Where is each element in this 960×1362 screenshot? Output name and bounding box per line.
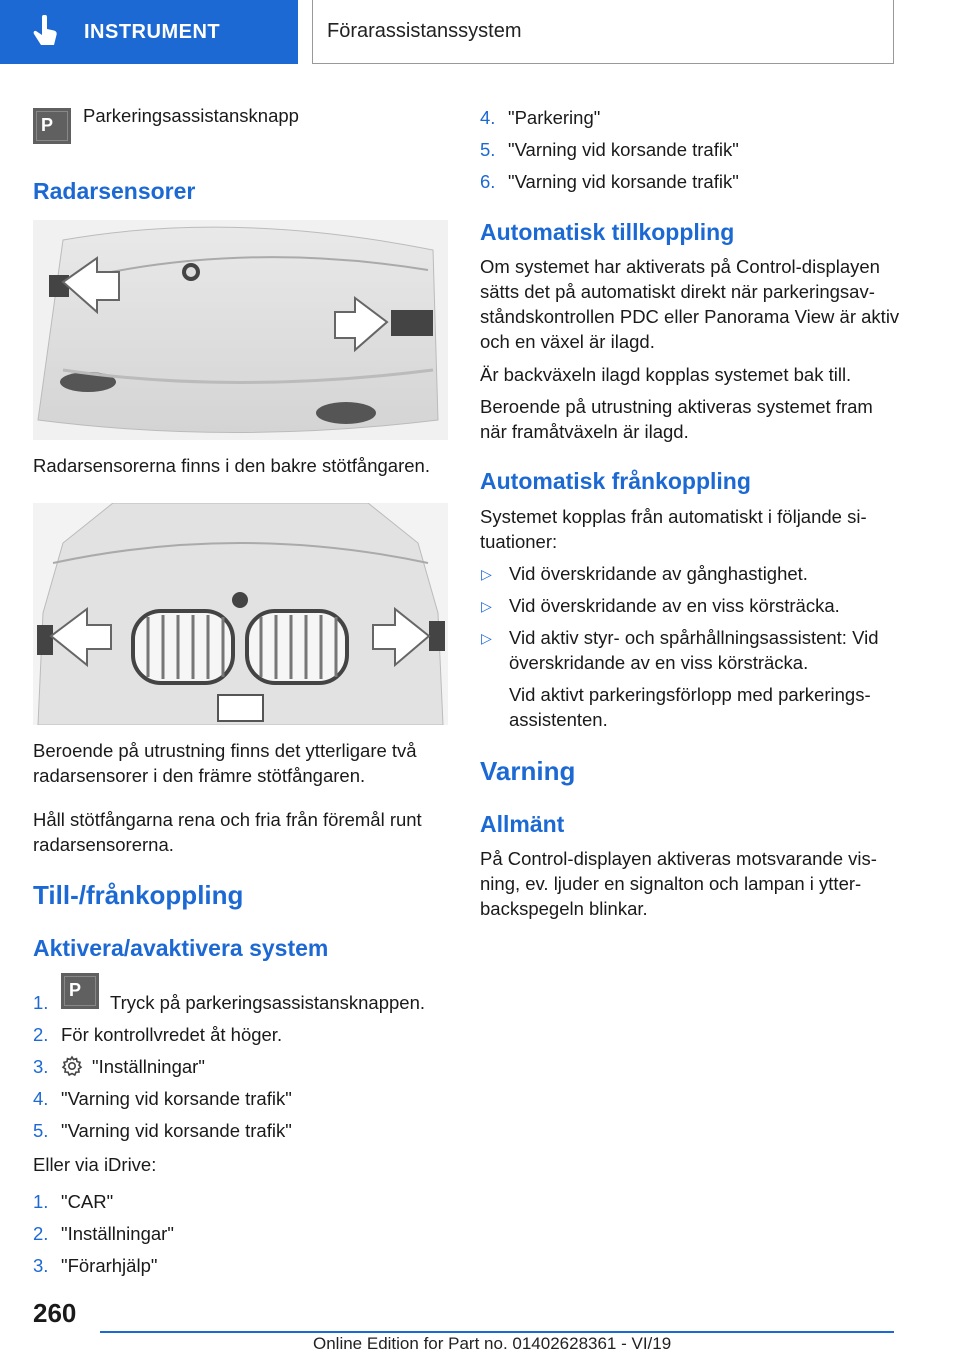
clean-text: Håll stötfångarna rena och fria från föremål runt radarsensorerna. (33, 809, 422, 855)
front-caption: Beroende på utrustning finns det ytterligare två radarsensorer i den främre stötfångaren. (33, 740, 417, 786)
bullet-2: Vid överskridande av en viss körsträcka. (509, 595, 840, 616)
warning-heading: Varning (480, 756, 576, 786)
button-caption: Parkeringsassistansknapp (83, 105, 299, 126)
radar-heading: Radarsensorer (33, 178, 196, 204)
step-1-text: Tryck på parkeringsassistansknappen. (110, 992, 425, 1013)
auto-off-heading: Automatisk frånkoppling (480, 468, 751, 494)
rear-caption: Radarsensorerna finns i den bakre stötfångaren. (33, 455, 430, 476)
footer-divider (100, 1331, 894, 1333)
idrive-step-3: 3. "Förarhjälp" (33, 1255, 158, 1276)
general-heading: Allmänt (480, 811, 565, 837)
auto-on-p2: Är backväxeln ilagd kopplas systemet bak till. (480, 364, 852, 385)
auto-on-p3: Beroende på utrustning aktiveras systemet fram när framåtväxeln är ilagd. (480, 396, 873, 442)
bullet-icon: ▷ (481, 566, 492, 582)
right-step-5: 5. "Varning vid korsande trafik" (480, 139, 739, 160)
step-1: 1. (33, 992, 49, 1013)
idrive-step-2: 2. "Inställningar" (33, 1223, 174, 1244)
pointing-hand-icon (26, 12, 66, 52)
gear-icon (61, 1055, 83, 1082)
bullet-3: Vid aktiv styr- och spårhållningsassistent: Vid överskridande av en viss körsträcka. (509, 627, 879, 673)
section-header (312, 0, 894, 64)
step-4: 4. "Varning vid korsande trafik" (33, 1088, 292, 1109)
chapter-tab[interactable] (0, 0, 298, 64)
onoff-heading: Till-/frånkoppling (33, 880, 244, 910)
step-2: 2. För kontrollvredet åt höger. (33, 1024, 283, 1045)
page-number: 260 (33, 1298, 77, 1328)
auto-on-p1: Om systemet har aktiverats på Control-displayen sätts det på automatiskt direkt när parkeringsavståndskontrollen PDC eller Panorama View är aktiv och en växel är ilagd. (480, 256, 900, 352)
auto-on-heading: Automatisk tillkoppling (480, 219, 735, 245)
auto-off-intro: Systemet kopplas från automatiskt i följande situationer: (480, 506, 867, 552)
general-text: På Control-displayen aktiveras motsvarande visning, ev. ljuder en signalton och lampan i ytterbackspegeln blinkar. (480, 848, 877, 919)
parking-button-icon: P (61, 973, 99, 1009)
idrive-intro: Eller via iDrive: (33, 1154, 157, 1175)
bullet-1: Vid överskridande av gånghastighet. (509, 563, 808, 584)
idrive-step-1: 1. "CAR" (33, 1191, 114, 1212)
bullet-extra: Vid aktivt parkeringsförlopp med parkeringsassistenten. (509, 684, 871, 730)
step-3-text: "Inställningar" (92, 1056, 205, 1077)
parking-button-icon: P (33, 108, 71, 144)
activate-heading: Aktivera/avaktivera system (33, 935, 329, 961)
edition-text: Online Edition for Part no. 01402628361 - VI/19 (313, 1334, 672, 1353)
step-5: 5. "Varning vid korsande trafik" (33, 1120, 292, 1141)
right-step-4: 4. "Parkering" (480, 107, 601, 128)
rear-bumper-image (33, 220, 448, 440)
section-title: Förarassistanssystem (327, 20, 522, 42)
chapter-tab-label: INSTRUMENT (84, 20, 221, 43)
front-bumper-image (33, 503, 448, 725)
right-step-6: 6. "Varning vid korsande trafik" (480, 171, 739, 192)
step-3: 3. (33, 1056, 49, 1077)
bullet-icon: ▷ (481, 598, 492, 614)
bullet-icon: ▷ (481, 630, 492, 646)
